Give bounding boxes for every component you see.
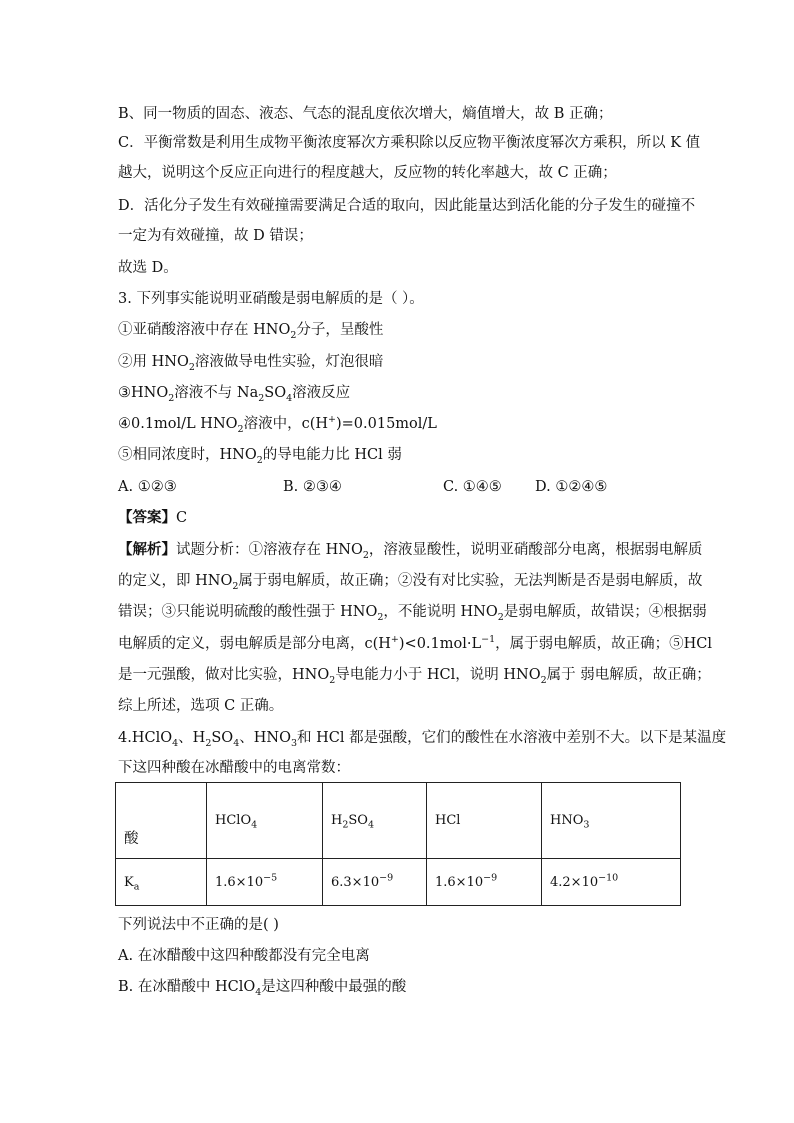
answer-value: C <box>176 510 188 526</box>
answer-line <box>118 508 187 528</box>
text-line: D．活化分子发生有效碰撞需要满足合适的取向，因此能量达到活化能的分子发生的碰撞不 <box>118 198 696 214</box>
statement-1: ①亚硝酸溶液中存在 $HNO_2$分子，呈酸性 <box>118 322 384 341</box>
analysis-line-4: 电解质的定义，弱电解质是部分电离，$c(H^+)<0.1mol\cdot L^{-1}$，属于弱电解质，故正确；⑤HCl <box>118 634 713 652</box>
statement-5: ⑤相同浓度时，$HNO_2$的导电能力比 HCl 弱 <box>118 447 402 466</box>
table-cell-hcl: HCl <box>427 783 542 859</box>
text-line: B、同一物质的固态、液态、气态的混乱度依次增大，熵值增大，故 B 正确； <box>118 106 613 122</box>
question-4-ask: 下列说法中不正确的是( ) <box>118 917 279 933</box>
table-cell-h2so4: $H_2SO_4$ <box>323 783 427 859</box>
option-d: D. ①②④⑤ <box>535 479 608 495</box>
question-3-stem: 3. 下列事实能说明亚硝酸是弱电解质的是（ ）。 <box>118 291 424 307</box>
table-header-row <box>116 783 681 859</box>
option-a: A. ①②③ <box>118 479 177 495</box>
table-cell-value: $4.2\times 10^{-10}$ <box>542 859 681 906</box>
text-line: 越大，说明这个反应正向进行的程度越大，反应物的转化率越大，故 C 正确； <box>118 165 617 181</box>
option-c: C. ①④⑤ <box>443 479 502 495</box>
statement-2: ②用 $HNO_2$溶液做导电性实验，灯泡很暗 <box>118 354 384 373</box>
table-row <box>116 859 681 906</box>
table-cell-ka-label: $K_a$ <box>116 859 207 906</box>
table-cell-value: $1.6\times 10^{-5}$ <box>207 859 323 906</box>
analysis-line-1: 【解析】试题分析：①溶液存在 $HNO_2$，溶液显酸性，说明亚硝酸部分电离，根据弱电解质 <box>118 541 703 561</box>
analysis-line-6: 综上所述，选项 C 正确。 <box>118 698 284 714</box>
question-4-stem: 4.HClO$_4$、$H_2SO_4$、$HNO_3$和 HCl 都是强酸，它们的酸性在水溶液中差别不大。以下是某温度 <box>118 730 727 749</box>
statement-4: ④0.1mol/L $HNO_2$溶液中，c(H+)=0.015mol/L <box>118 414 437 435</box>
analysis-line-2: 的定义，即 $HNO_2$属于弱电解质，故正确；②没有对比实验，无法判断是否是弱电解质，故 <box>118 573 703 592</box>
text-line: C．平衡常数是利用生成物平衡浓度幂次方乘积除以反应物平衡浓度幂次方乘积，所以 K 值 <box>118 135 701 151</box>
option-b: B. 在冰醋酸中 HClO$_4$是这四种酸中最强的酸 <box>118 979 407 998</box>
question-4-stem-2: 下这四种酸在冰醋酸中的电离常数： <box>118 760 350 776</box>
statement-3: $③HNO_2$溶液不与 $Na_2SO_4$溶液反应 <box>118 385 351 404</box>
table-cell-value: $6.3\times 10^{-9}$ <box>323 859 427 906</box>
table-cell-hclo4: HClO$_4$ <box>207 783 323 859</box>
analysis-line-3: 错误；③只能说明硫酸的酸性强于 $HNO_2$，不能说明 $HNO_2$是弱电解质，故错误；④根据弱 <box>118 604 707 623</box>
text-line: 故选 D。 <box>118 260 178 276</box>
table-cell-hno3: $HNO_3$ <box>542 783 681 859</box>
analysis-label: 【解析】 <box>118 541 176 558</box>
ka-table <box>115 782 681 906</box>
answer-label: 【答案】 <box>118 509 176 526</box>
option-a: A. 在冰醋酸中这四种酸都没有完全电离 <box>118 948 370 964</box>
table-cell-value: $1.6\times 10^{-9}$ <box>427 859 542 906</box>
table-cell-acid-label: 酸 <box>116 783 207 859</box>
analysis-line-5: 是一元强酸，做对比实验，$HNO_2$导电能力小于 HCl，说明 $HNO_2$属于 弱电解质，故正确； <box>118 667 711 686</box>
option-b: B. ②③④ <box>283 479 342 495</box>
text-line: 一定为有效碰撞，故 D 错误； <box>118 228 313 244</box>
